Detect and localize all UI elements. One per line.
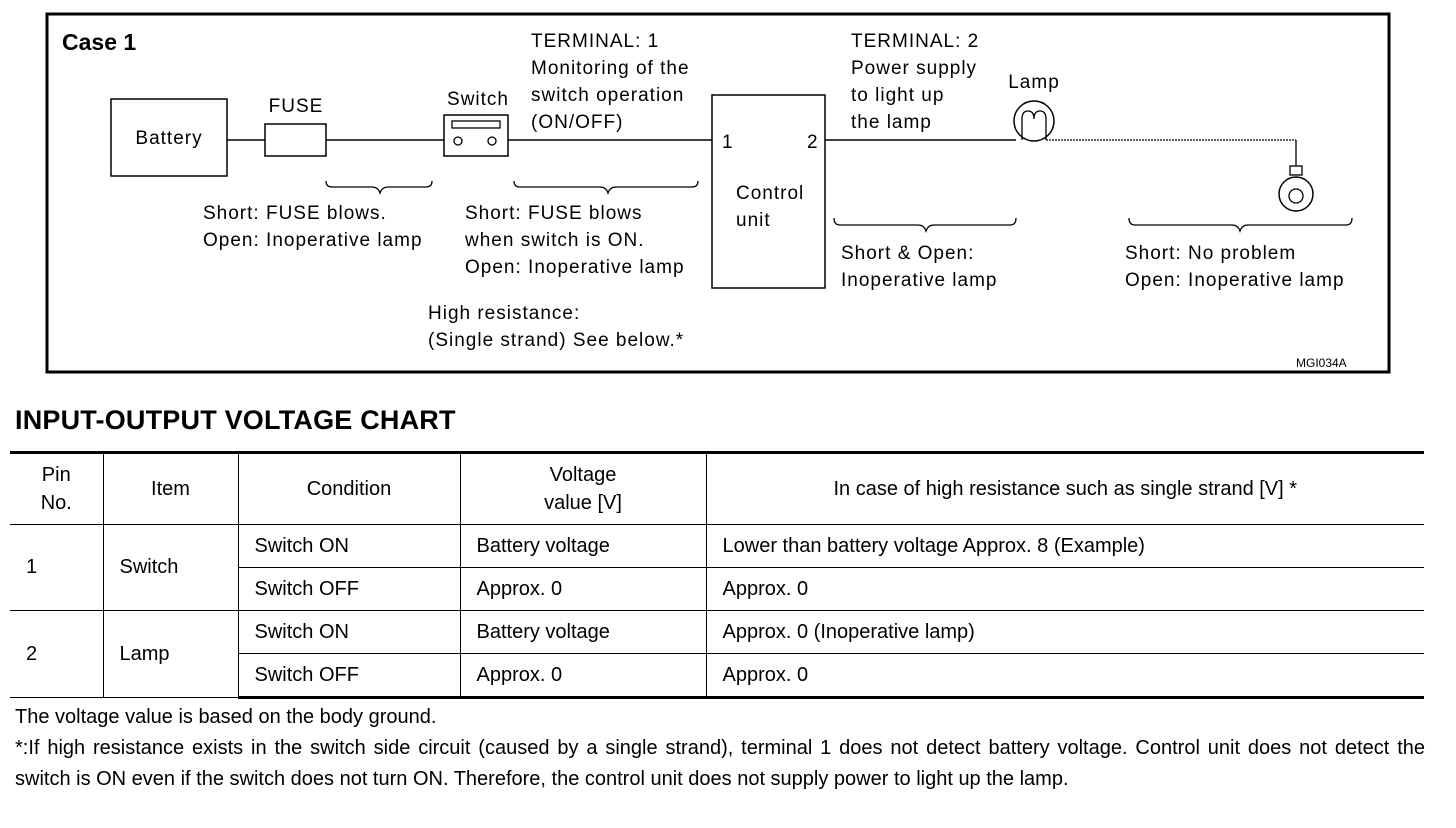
pin1-label: 1 — [722, 132, 734, 153]
high-res-cell: Approx. 0 — [706, 654, 1424, 698]
control-unit-label-2: unit — [736, 210, 771, 231]
high-res-note-2: (Single strand) See below.* — [428, 330, 685, 351]
voltage-chart-table — [10, 451, 1424, 699]
chart-title: INPUT-OUTPUT VOLTAGE CHART — [15, 405, 456, 435]
case-title: Case 1 — [62, 29, 137, 55]
battery-label: Battery — [135, 128, 203, 149]
high-res-cell: Approx. 0 (Inoperative lamp) — [706, 611, 1424, 654]
high-res-note-1: High resistance: — [428, 303, 581, 324]
header-pin: Pin No. — [10, 453, 103, 525]
terminal1-line3: switch operation — [531, 85, 685, 106]
terminal1-line4: (ON/OFF) — [531, 112, 624, 133]
voltage-cell: Battery voltage — [460, 525, 706, 568]
terminal1-title: TERMINAL: 1 — [531, 31, 660, 52]
switch-note-1: Short: FUSE blows — [465, 203, 643, 224]
item-cell: Lamp — [103, 611, 238, 698]
voltage-cell: Approx. 0 — [460, 654, 706, 698]
circuit-diagram — [0, 0, 1456, 400]
terminal1-line2: Monitoring of the — [531, 58, 690, 79]
lamp-wire-note-2: Inoperative lamp — [841, 270, 998, 291]
voltage-cell: Approx. 0 — [460, 568, 706, 611]
header-condition: Condition — [238, 453, 460, 525]
fuse-label: FUSE — [268, 96, 324, 117]
table-row — [10, 611, 1424, 654]
pin-cell: 2 — [10, 611, 103, 698]
condition-cell: Switch OFF — [238, 654, 460, 698]
high-res-cell: Lower than battery voltage Approx. 8 (Example) — [706, 525, 1424, 568]
header-item: Item — [103, 453, 238, 525]
table-header-row — [10, 453, 1424, 525]
ground-terminal — [1290, 166, 1302, 175]
ground-note-2: Open: Inoperative lamp — [1125, 270, 1345, 291]
pin2-label: 2 — [807, 132, 819, 153]
terminal2-title: TERMINAL: 2 — [851, 31, 980, 52]
terminal2-line3: to light up — [851, 85, 945, 106]
fuse-note-1: Short: FUSE blows. — [203, 203, 387, 224]
note-body-ground: The voltage value is based on the body ground. — [15, 706, 437, 728]
table-row — [10, 525, 1424, 568]
header-high-resistance: In case of high resistance such as single strand [V] * — [706, 453, 1424, 525]
figure-code: MGI034A — [1296, 356, 1347, 370]
brace-lamp-wire — [834, 218, 1016, 231]
condition-cell: Switch ON — [238, 525, 460, 568]
condition-cell: Switch OFF — [238, 568, 460, 611]
condition-cell: Switch ON — [238, 611, 460, 654]
control-unit-label-1: Control — [736, 183, 805, 204]
voltage-cell: Battery voltage — [460, 611, 706, 654]
switch-note-3: Open: Inoperative lamp — [465, 257, 685, 278]
ground-note-1: Short: No problem — [1125, 243, 1297, 264]
ground-icon — [1279, 177, 1313, 211]
lamp-label: Lamp — [1008, 72, 1060, 93]
terminal2-line4: the lamp — [851, 112, 932, 133]
switch-note-2: when switch is ON. — [465, 230, 645, 251]
header-voltage: Voltage value [V] — [460, 453, 706, 525]
item-cell: Switch — [103, 525, 238, 611]
notes — [15, 702, 1425, 795]
diagram-frame — [47, 14, 1389, 372]
lamp-wire-note-1: Short & Open: — [841, 243, 975, 264]
fuse-note-2: Open: Inoperative lamp — [203, 230, 423, 251]
high-res-cell: Approx. 0 — [706, 568, 1424, 611]
note-high-resistance: *:If high resistance exists in the switch side circuit (caused by a single strand), terminal 1 does not detect battery voltage. Control unit does not detect the switch is ON even if the switch does not turn ON. Therefore, the control unit does not supply power to light up the lamp. — [15, 737, 1425, 790]
brace-ground-wire — [1129, 218, 1352, 231]
lamp-symbol — [1014, 101, 1054, 141]
fuse-symbol — [265, 124, 326, 156]
pin-cell: 1 — [10, 525, 103, 611]
terminal2-line2: Power supply — [851, 58, 978, 79]
switch-label: Switch — [447, 89, 509, 110]
brace-fuse-section — [326, 181, 432, 193]
brace-switch-section — [514, 181, 698, 193]
